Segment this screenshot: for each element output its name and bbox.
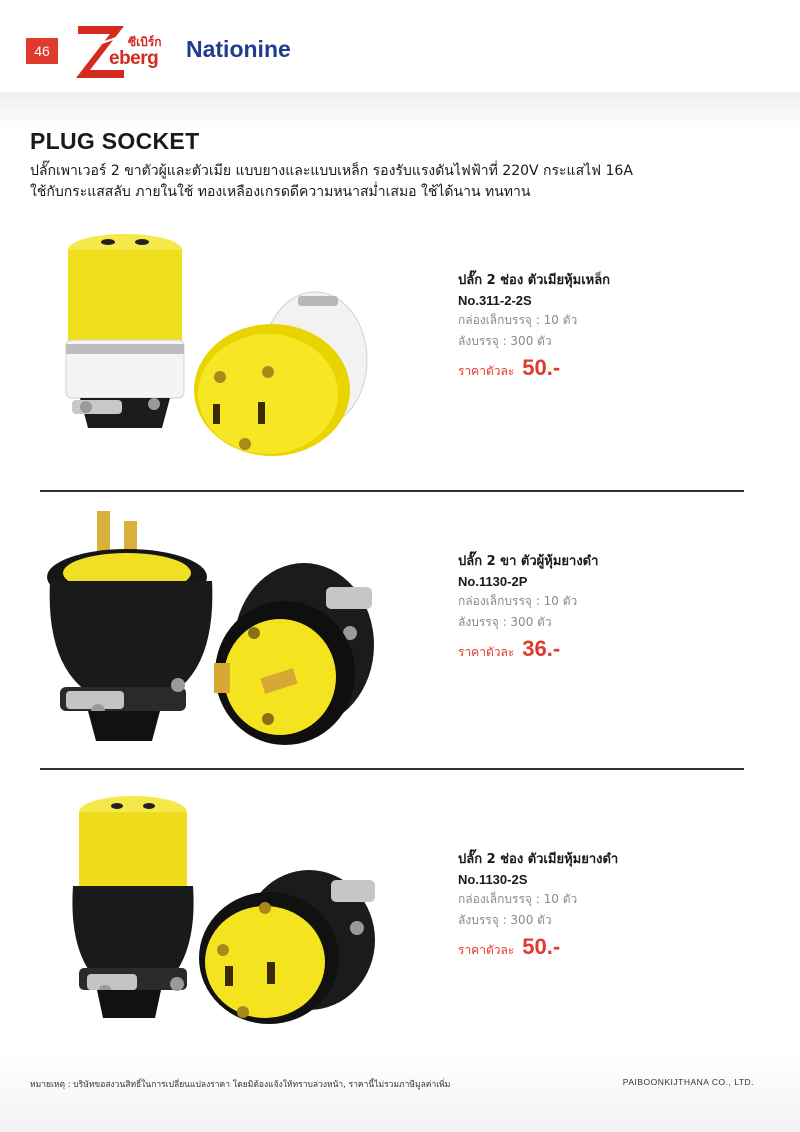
product-info-1 — [458, 271, 610, 381]
price-value: 50.- — [522, 934, 561, 959]
product-code: No.311-2-2S — [458, 293, 532, 308]
header-band — [0, 92, 800, 132]
section-title: PLUG SOCKET — [30, 128, 200, 154]
price-row — [458, 355, 610, 381]
company-name: PAIBOONKIJTHANA CO., LTD. — [622, 1077, 754, 1087]
box-quantity: กล่องเล็กบรรจุ : 10 ตัว — [458, 892, 578, 906]
page-number: 46 — [26, 38, 58, 64]
product-photo-1130-2p — [42, 505, 387, 755]
price-row — [458, 636, 598, 662]
price-value: 36.- — [522, 636, 561, 661]
product-info-3 — [458, 850, 618, 960]
case-quantity: ลังบรรจุ : 300 ตัว — [458, 334, 552, 348]
brand-thai-text: ซีเบิร์ก — [128, 35, 162, 49]
box-quantity: กล่องเล็กบรรจุ : 10 ตัว — [458, 594, 578, 608]
price-row — [458, 934, 618, 960]
product-name: ปลั๊ก 2 ช่อง ตัวเมียหุ้มเหล็ก — [458, 273, 611, 288]
price-label: ราคาตัวละ — [458, 364, 515, 378]
footer-band — [0, 1055, 800, 1132]
brand-nationine: Nationine — [186, 36, 291, 62]
case-quantity: ลังบรรจุ : 300 ตัว — [458, 913, 552, 927]
case-quantity: ลังบรรจุ : 300 ตัว — [458, 615, 552, 629]
description-line-1: ปลั๊กเพาเวอร์ 2 ขาตัวผู้และตัวเมีย แบบยางและแบบเหล็ก รองรับแรงดันไฟฟ้าที่ 220V กระแสไฟ 16A — [30, 163, 633, 179]
product-photo-311-2-2s — [50, 222, 380, 484]
product-info-2 — [458, 552, 598, 662]
divider-1 — [40, 490, 744, 492]
price-label: ราคาตัวละ — [458, 645, 515, 659]
product-code: No.1130-2P — [458, 574, 528, 589]
description-line-2: ใช้กับกระแสสลับ ภายในใช้ ทองเหลืองเกรดดีความหนาสม่ำเสมอ ใช้ได้นาน ทนทาน — [30, 184, 531, 200]
section-description — [30, 161, 690, 203]
brand-zeberg-text: eberg — [109, 48, 159, 69]
divider-2 — [40, 768, 744, 770]
footer-note: หมายเหตุ : บริษัทขอสงวนสิทธิ์ในการเปลี่ยนแปลงราคา โดยมิต้องแจ้งให้ทราบล่วงหน้า, ราคานี้ไม่รวมภาษีมูลค่าเพิ่ม — [30, 1080, 451, 1090]
box-quantity: กล่องเล็กบรรจุ : 10 ตัว — [458, 313, 578, 327]
price-value: 50.- — [522, 355, 561, 380]
product-name: ปลั๊ก 2 ขา ตัวผู้หุ้มยางดำ — [458, 554, 599, 569]
product-name: ปลั๊ก 2 ช่อง ตัวเมียหุ้มยางดำ — [458, 852, 619, 867]
product-photo-1130-2s — [65, 790, 390, 1035]
product-code: No.1130-2S — [458, 872, 528, 887]
price-label: ราคาตัวละ — [458, 943, 515, 957]
